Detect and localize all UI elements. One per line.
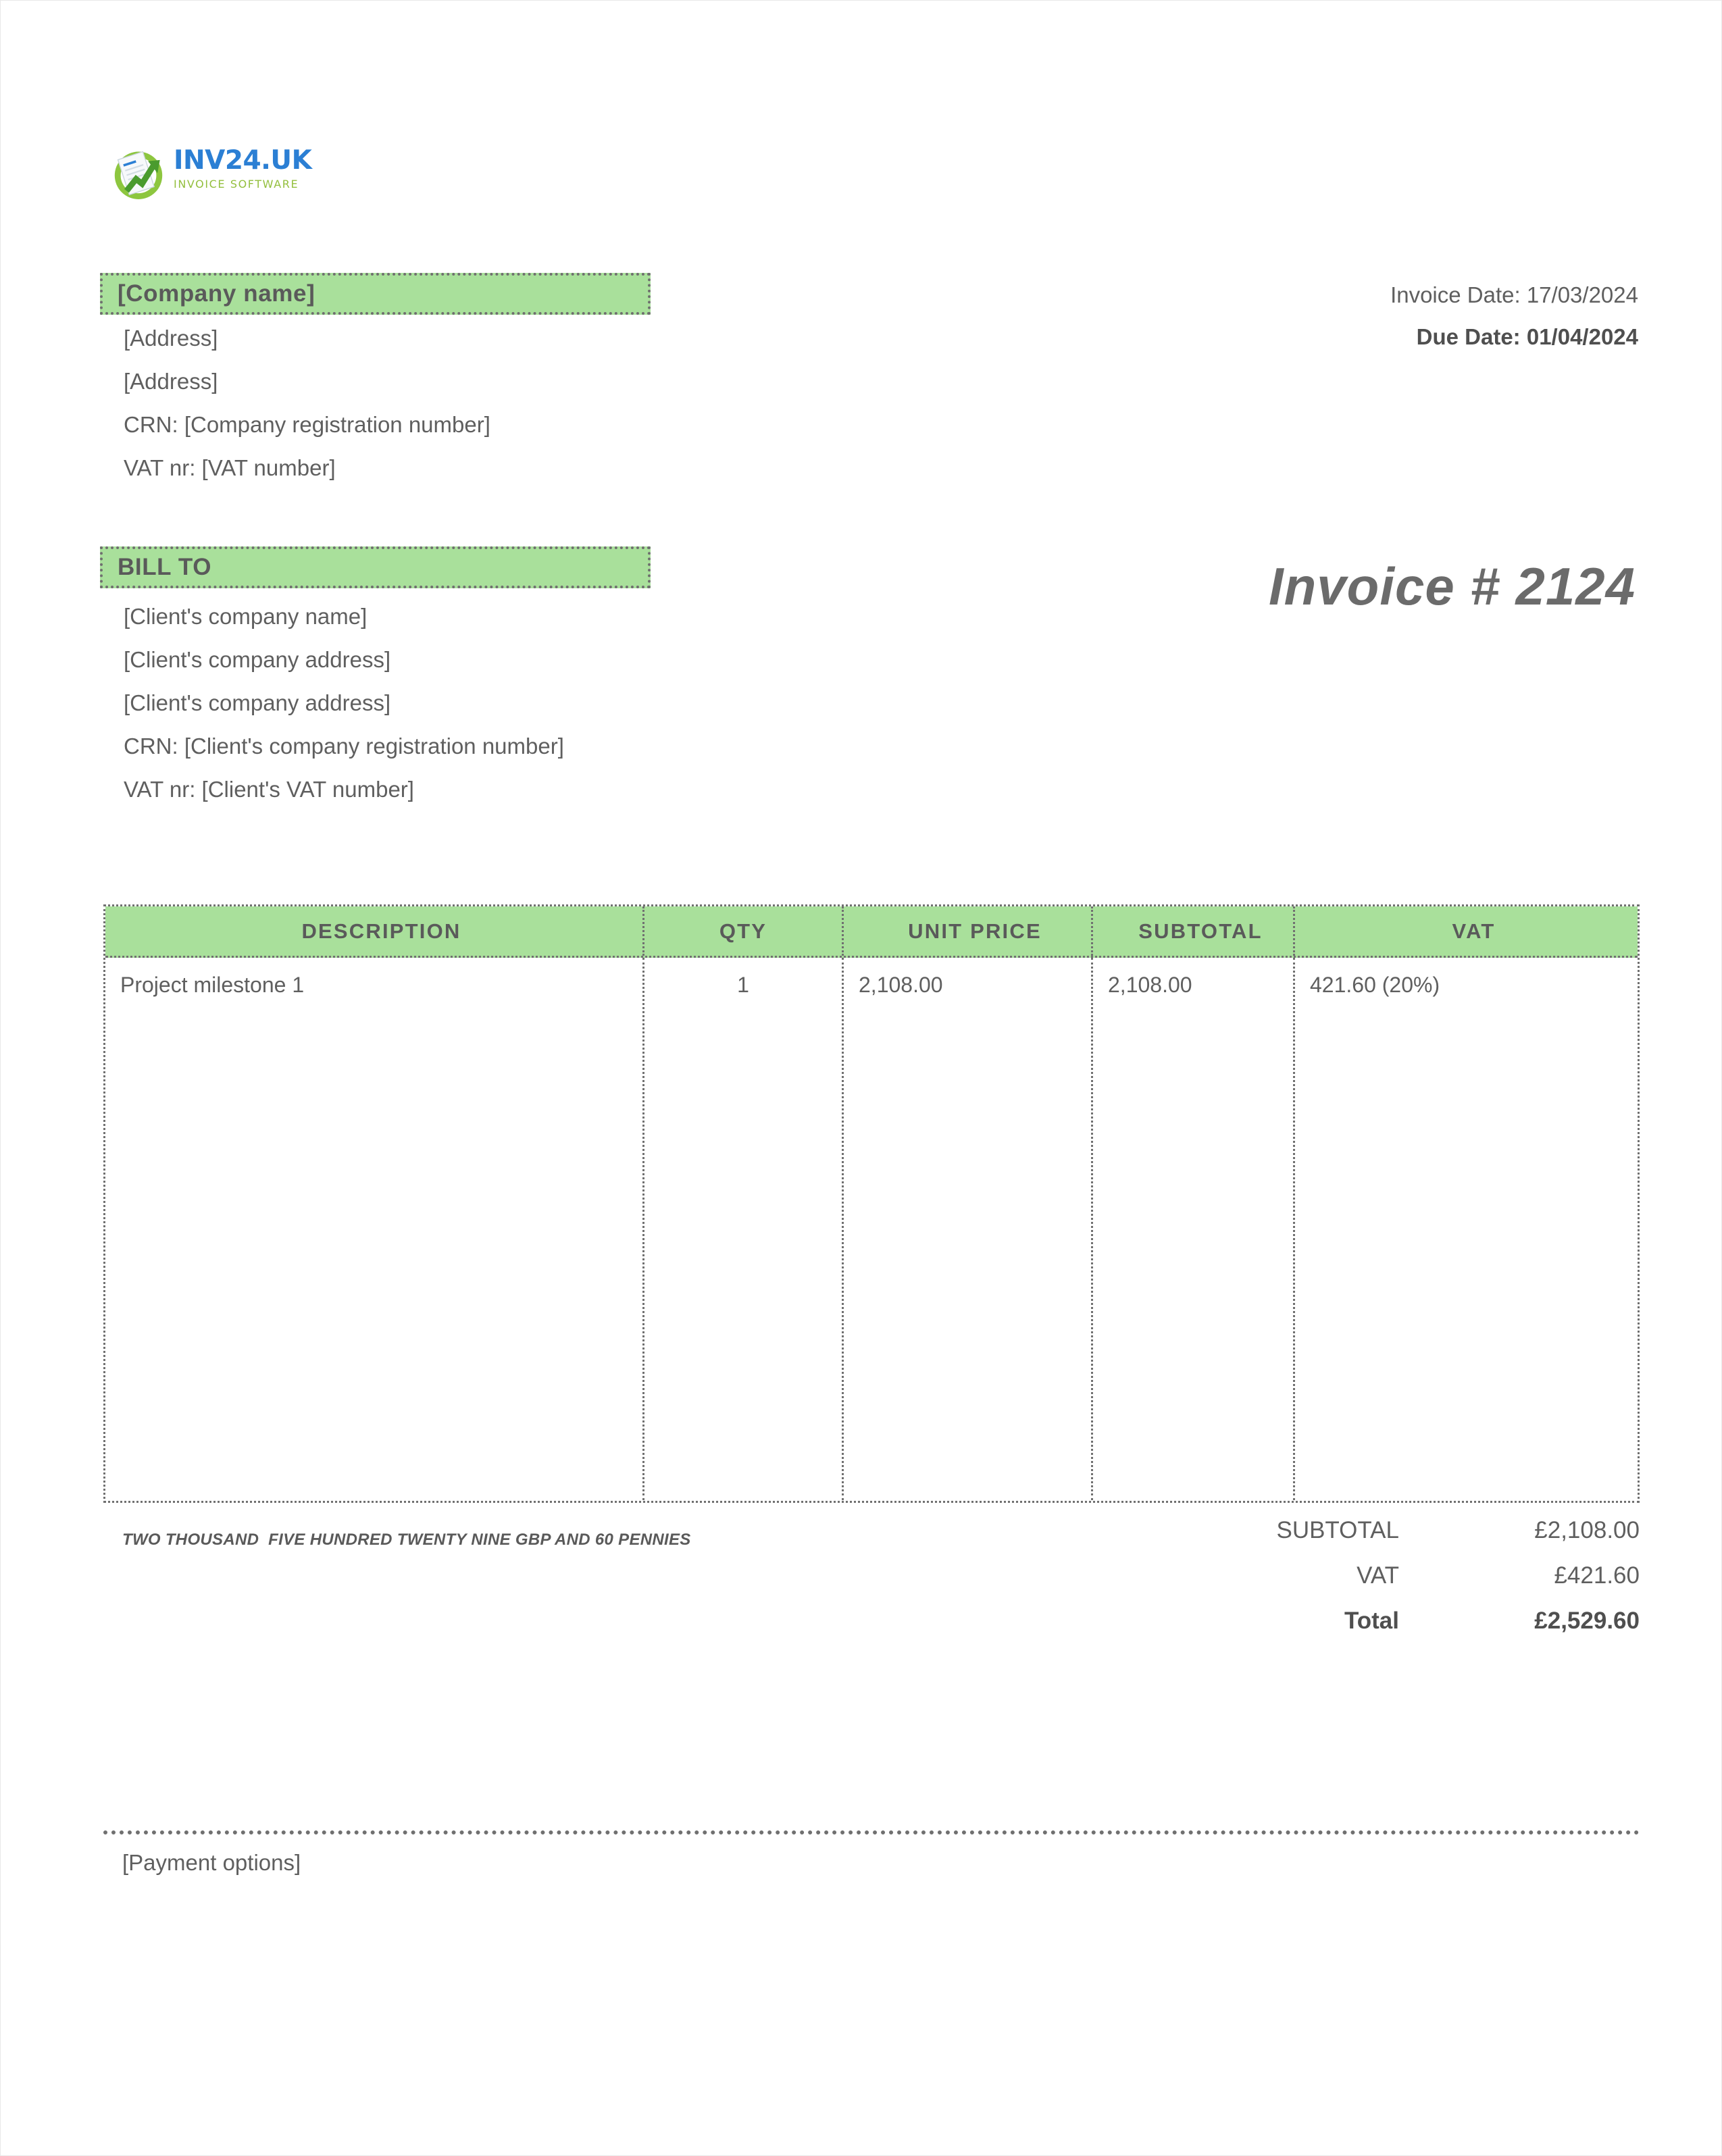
column-header-vat: VAT [1452, 919, 1496, 943]
brand-tagline: INVOICE SOFTWARE [174, 178, 299, 190]
client-address-line: [Client's company address] [124, 690, 391, 715]
invoice-dates [1390, 274, 1638, 358]
client-vat: VAT nr: [Client's VAT number] [124, 777, 414, 802]
bill-to-header [100, 546, 651, 588]
invoice-date: Invoice Date: 17/03/2024 [1390, 282, 1638, 307]
client-address-block [124, 595, 569, 811]
company-crn: CRN: [Company registration number] [124, 412, 490, 437]
page-title: Invoice # 2124 [1268, 557, 1636, 616]
cell-unit-price: 2,108.00 [844, 958, 1093, 1500]
client-company-name: [Client's company name] [124, 604, 368, 629]
brand-name: INV24.UK [174, 145, 312, 176]
cell-subtotal: 2,108.00 [1093, 958, 1295, 1500]
totals-label-subtotal: SUBTOTAL [1276, 1517, 1399, 1543]
cell-qty: 1 [644, 958, 844, 1500]
payment-options: [Payment options] [122, 1850, 301, 1875]
table-header-row [105, 906, 1638, 958]
totals-label-vat: VAT [1357, 1562, 1399, 1589]
brand-wordmark [174, 147, 315, 190]
totals-label-total: Total [1344, 1608, 1399, 1634]
bill-to-text: BILL TO [118, 554, 212, 580]
company-address-block [124, 317, 732, 490]
client-address-line: [Client's company address] [124, 647, 391, 672]
totals-block [1082, 1517, 1640, 1653]
totals-row-subtotal [1082, 1517, 1640, 1562]
line-items-table [103, 904, 1640, 1503]
column-header-unit-price: UNIT PRICE [844, 906, 1093, 956]
amount-in-words: TWO THOUSAND FIVE HUNDRED TWENTY NINE GBP AND 60 PENNIES [122, 1531, 691, 1549]
totals-value-subtotal: £2,108.00 [1534, 1517, 1640, 1543]
column-header-qty: QTY [644, 906, 844, 956]
totals-row-total [1082, 1608, 1640, 1653]
client-crn: CRN: [Client's company registration number] [124, 734, 564, 759]
totals-value-total: £2,529.60 [1534, 1608, 1640, 1634]
totals-row-vat [1082, 1562, 1640, 1608]
company-address-line: [Address] [124, 326, 218, 351]
table-row [105, 958, 1638, 1500]
company-address-line: [Address] [124, 369, 218, 394]
column-header-subtotal: SUBTOTAL [1093, 906, 1295, 956]
column-header-description: DESCRIPTION [105, 906, 644, 956]
cell-vat: 421.60 (20%) [1310, 973, 1440, 997]
due-date: Due Date: 01/04/2024 [1416, 324, 1638, 349]
totals-value-vat: £421.60 [1554, 1562, 1640, 1589]
company-name-text: [Company name] [118, 280, 315, 307]
footer-divider [103, 1830, 1640, 1834]
company-name-header [100, 273, 651, 315]
company-vat: VAT nr: [VAT number] [124, 455, 336, 480]
brand-logo [109, 139, 311, 213]
invoice-chart-logo-icon [109, 145, 168, 204]
cell-description: Project milestone 1 [105, 958, 644, 1500]
